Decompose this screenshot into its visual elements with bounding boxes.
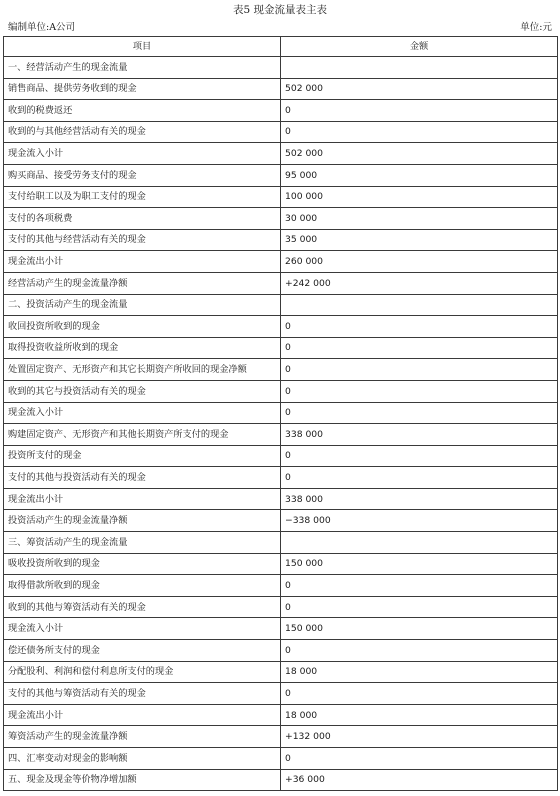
table-title: 表5 现金流量表主表: [232, 4, 328, 16]
row-item-label: 购买商品、接受劳务支付的现金: [4, 164, 281, 186]
table-row: [4, 294, 558, 316]
table-row: [4, 683, 558, 705]
row-amount-value: 0: [281, 316, 558, 338]
row-item-label: 销售商品、提供劳务收到的现金: [4, 78, 281, 100]
row-amount-value: 150 000: [281, 618, 558, 640]
row-amount-value: +242 000: [281, 272, 558, 294]
table-header-row: [4, 37, 558, 57]
table-row: [4, 553, 558, 575]
table-row: [4, 769, 558, 791]
table-row: [4, 57, 558, 79]
table-row: [4, 661, 558, 683]
table-row: [4, 532, 558, 554]
row-amount-value: 30 000: [281, 208, 558, 230]
row-amount-value: 0: [281, 640, 558, 662]
table-row: [4, 100, 558, 122]
row-item-label: 支付的其他与投资活动有关的现金: [4, 467, 281, 489]
row-item-label: 收回投资所收到的现金: [4, 316, 281, 338]
row-amount-value: 0: [281, 748, 558, 770]
row-item-label: 三、筹资活动产生的现金流量: [4, 532, 281, 554]
row-item-label: 五、现金及现金等价物净增加额: [4, 769, 281, 791]
row-item-label: 经营活动产生的现金流量净额: [4, 272, 281, 294]
compiling-unit: 编制单位:A公司: [8, 22, 76, 33]
row-item-label: 现金流出小计: [4, 251, 281, 273]
row-item-label: 现金流出小计: [4, 488, 281, 510]
table-row: [4, 704, 558, 726]
row-amount-value: −338 000: [281, 510, 558, 532]
row-item-label: 购建固定资产、无形资产和其他长期资产所支付的现金: [4, 424, 281, 446]
row-amount-value: 338 000: [281, 424, 558, 446]
table-row: [4, 316, 558, 338]
row-item-label: 收到的税费返还: [4, 100, 281, 122]
row-item-label: 二、投资活动产生的现金流量: [4, 294, 281, 316]
table-row: [4, 467, 558, 489]
row-amount-value: 502 000: [281, 78, 558, 100]
row-item-label: 支付给职工以及为职工支付的现金: [4, 186, 281, 208]
table-body: [4, 57, 558, 791]
table-row: [4, 229, 558, 251]
row-item-label: 投资活动产生的现金流量净额: [4, 510, 281, 532]
row-amount-value: 0: [281, 683, 558, 705]
table-row: [4, 143, 558, 165]
row-item-label: 一、经营活动产生的现金流量: [4, 57, 281, 79]
row-amount-value: 260 000: [281, 251, 558, 273]
row-amount-value: 0: [281, 380, 558, 402]
row-amount-value: 0: [281, 100, 558, 122]
table-row: [4, 78, 558, 100]
table-row: [4, 186, 558, 208]
row-item-label: 收到的与其他经营活动有关的现金: [4, 121, 281, 143]
table-row: [4, 726, 558, 748]
row-item-label: 分配股利、利润和偿付利息所支付的现金: [4, 661, 281, 683]
row-amount-value: [281, 532, 558, 554]
row-amount-value: 0: [281, 402, 558, 424]
row-amount-value: +36 000: [281, 769, 558, 791]
row-amount-value: 0: [281, 445, 558, 467]
row-item-label: 现金流入小计: [4, 618, 281, 640]
row-amount-value: 502 000: [281, 143, 558, 165]
row-item-label: 收到的其它与投资活动有关的现金: [4, 380, 281, 402]
table-row: [4, 337, 558, 359]
row-amount-value: 18 000: [281, 704, 558, 726]
row-item-label: 偿还债务所支付的现金: [4, 640, 281, 662]
row-amount-value: 0: [281, 467, 558, 489]
table-row: [4, 640, 558, 662]
row-item-label: 支付的其他与筹资活动有关的现金: [4, 683, 281, 705]
table-row: [4, 208, 558, 230]
table-row: [4, 748, 558, 770]
row-item-label: 取得投资收益所收到的现金: [4, 337, 281, 359]
table-row: [4, 618, 558, 640]
cash-flow-table: [3, 36, 558, 791]
table-row: [4, 121, 558, 143]
row-amount-value: +132 000: [281, 726, 558, 748]
row-item-label: 收到的其他与筹资活动有关的现金: [4, 596, 281, 618]
table-row: [4, 380, 558, 402]
row-item-label: 四、汇率变动对现金的影响额: [4, 748, 281, 770]
table-row: [4, 424, 558, 446]
table-row: [4, 488, 558, 510]
table-row: [4, 251, 558, 273]
row-item-label: 取得借款所收到的现金: [4, 575, 281, 597]
header-amount: 金额: [281, 37, 558, 57]
row-item-label: 支付的其他与经营活动有关的现金: [4, 229, 281, 251]
row-item-label: 投资所支付的现金: [4, 445, 281, 467]
row-amount-value: 95 000: [281, 164, 558, 186]
header-item: 项目: [4, 37, 281, 57]
row-item-label: 吸收投资所收到的现金: [4, 553, 281, 575]
row-amount-value: 35 000: [281, 229, 558, 251]
table-row: [4, 272, 558, 294]
row-item-label: 支付的各项税费: [4, 208, 281, 230]
table-row: [4, 510, 558, 532]
table-row: [4, 596, 558, 618]
row-item-label: 现金流入小计: [4, 143, 281, 165]
table-row: [4, 575, 558, 597]
row-item-label: 筹资活动产生的现金流量净额: [4, 726, 281, 748]
table-row: [4, 359, 558, 381]
table-row: [4, 445, 558, 467]
row-amount-value: 0: [281, 337, 558, 359]
row-item-label: 现金流入小计: [4, 402, 281, 424]
row-amount-value: 18 000: [281, 661, 558, 683]
currency-unit: 单位:元: [520, 22, 552, 33]
table-row: [4, 402, 558, 424]
row-item-label: 处置固定资产、无形资产和其它长期资产所收回的现金净额: [4, 359, 281, 381]
row-amount-value: 0: [281, 575, 558, 597]
row-amount-value: 0: [281, 121, 558, 143]
row-amount-value: 0: [281, 596, 558, 618]
row-amount-value: 0: [281, 359, 558, 381]
row-amount-value: 150 000: [281, 553, 558, 575]
table-row: [4, 164, 558, 186]
row-amount-value: [281, 294, 558, 316]
row-amount-value: [281, 57, 558, 79]
row-amount-value: 338 000: [281, 488, 558, 510]
row-amount-value: 100 000: [281, 186, 558, 208]
row-item-label: 现金流出小计: [4, 704, 281, 726]
